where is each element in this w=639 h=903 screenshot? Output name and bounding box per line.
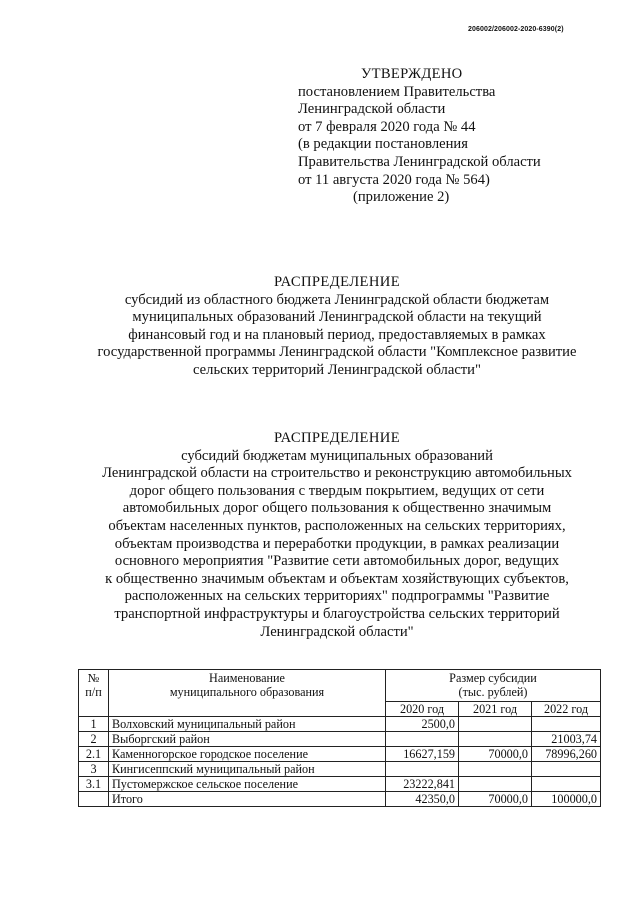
row-num: 1 — [79, 717, 109, 732]
row-2021 — [459, 732, 532, 747]
header-year-2020: 2020 год — [386, 702, 459, 717]
section2-line: Ленинградской области на строительство и реконструкцию автомобильных — [102, 465, 572, 482]
header-num-line2: п/п — [85, 685, 102, 699]
approval-line: от 11 августа 2020 года № 564) — [298, 171, 490, 188]
table-header-row — [79, 670, 601, 702]
table-row — [79, 717, 601, 732]
row-2021: 70000,0 — [459, 792, 532, 807]
header-subsidy-line1: Размер субсидии — [449, 671, 537, 685]
row-2022 — [532, 717, 601, 732]
row-2022: 78996,260 — [532, 747, 601, 762]
section2-line: основного мероприятия "Развитие сети автомобильных дорог, ведущих — [114, 553, 560, 570]
row-2022 — [532, 777, 601, 792]
approval-block — [298, 66, 598, 207]
approval-line: Ленинградской области — [298, 101, 446, 118]
row-name: Каменногорское городское поселение — [109, 747, 386, 762]
row-2021 — [459, 777, 532, 792]
section2-line: субсидий бюджетам муниципальных образований — [181, 447, 493, 464]
section2-line: транспортной инфраструктуры и благоустройства сельских территорий — [114, 605, 560, 622]
section2-line: расположенных на сельских территориях" подпрограммы "Развитие — [124, 588, 550, 605]
section1-title — [80, 274, 594, 380]
section2-line: Ленинградской области" — [260, 623, 414, 640]
header-subsidy — [386, 670, 601, 702]
row-num: 2.1 — [79, 747, 109, 762]
section2-line: автомобильных дорог общего пользования к общественно значимым — [122, 500, 552, 517]
section1-line: финансовый год и на плановый период, предоставляемых в рамках — [128, 326, 546, 343]
section2-title — [80, 430, 594, 641]
row-2022: 21003,74 — [532, 732, 601, 747]
row-num: 3 — [79, 762, 109, 777]
row-2020: 16627,159 — [386, 747, 459, 762]
row-2021: 70000,0 — [459, 747, 532, 762]
row-name: Кингисеппский муниципальный район — [109, 762, 386, 777]
table-row — [79, 777, 601, 792]
row-num — [79, 792, 109, 807]
row-name: Волховский муниципальный район — [109, 717, 386, 732]
table-row — [79, 747, 601, 762]
row-2021 — [459, 717, 532, 732]
header-year-2021: 2021 год — [459, 702, 532, 717]
row-name: Пустомержское сельское поселение — [109, 777, 386, 792]
header-subsidy-line2: (тыс. рублей) — [458, 685, 528, 699]
distribution-table — [78, 669, 601, 807]
approval-line: (в редакции постановления — [298, 136, 468, 153]
row-2020 — [386, 732, 459, 747]
row-num: 3.1 — [79, 777, 109, 792]
table-row — [79, 762, 601, 777]
approval-line: постановлением Правительства — [298, 83, 496, 100]
row-2020: 42350,0 — [386, 792, 459, 807]
section1-line: муниципальных образований Ленинградской области на текущий — [132, 309, 542, 326]
document-id: 206002/206002-2020-6390(2) — [468, 26, 564, 33]
header-num-line1: № — [87, 671, 100, 685]
row-2022: 100000,0 — [532, 792, 601, 807]
approval-line: (приложение 2) — [353, 189, 450, 206]
section1-heading: РАСПРЕДЕЛЕНИЕ — [273, 274, 401, 290]
row-2020 — [386, 762, 459, 777]
row-name: Выборгский район — [109, 732, 386, 747]
header-name-line1: Наименование — [209, 671, 285, 685]
header-year-2022: 2022 год — [532, 702, 601, 717]
approval-line: Правительства Ленинградской области — [298, 153, 541, 170]
row-name: Итого — [109, 792, 386, 807]
section2-line: объектам производства и переработки продукции, в рамках реализации — [114, 535, 560, 552]
header-name — [109, 670, 386, 717]
header-num — [79, 670, 109, 717]
row-2022 — [532, 762, 601, 777]
section2-line: к общественно значимым объектам и объектам хозяйствующих субъектов, — [105, 570, 569, 587]
section1-line: сельских территорий Ленинградской области" — [193, 361, 481, 378]
section1-line: субсидий из областного бюджета Ленинградской области бюджетам — [124, 291, 550, 308]
section1-line: государственной программы Ленинградской области "Комплексное развитие — [97, 344, 577, 361]
row-2020: 23222,841 — [386, 777, 459, 792]
approval-heading: УТВЕРЖДЕНО — [361, 66, 463, 82]
row-2020: 2500,0 — [386, 717, 459, 732]
row-num: 2 — [79, 732, 109, 747]
row-2021 — [459, 762, 532, 777]
section2-line: объектам населенных пунктов, расположенных на сельских территориях, — [108, 517, 566, 534]
section2-heading: РАСПРЕДЕЛЕНИЕ — [273, 430, 401, 446]
approval-line: от 7 февраля 2020 года № 44 — [298, 118, 476, 135]
section2-line: дорог общего пользования с твердым покрытием, ведущих от сети — [129, 482, 545, 499]
header-name-line2: муниципального образования — [169, 685, 325, 699]
table-row — [79, 732, 601, 747]
table-total-row — [79, 792, 601, 807]
